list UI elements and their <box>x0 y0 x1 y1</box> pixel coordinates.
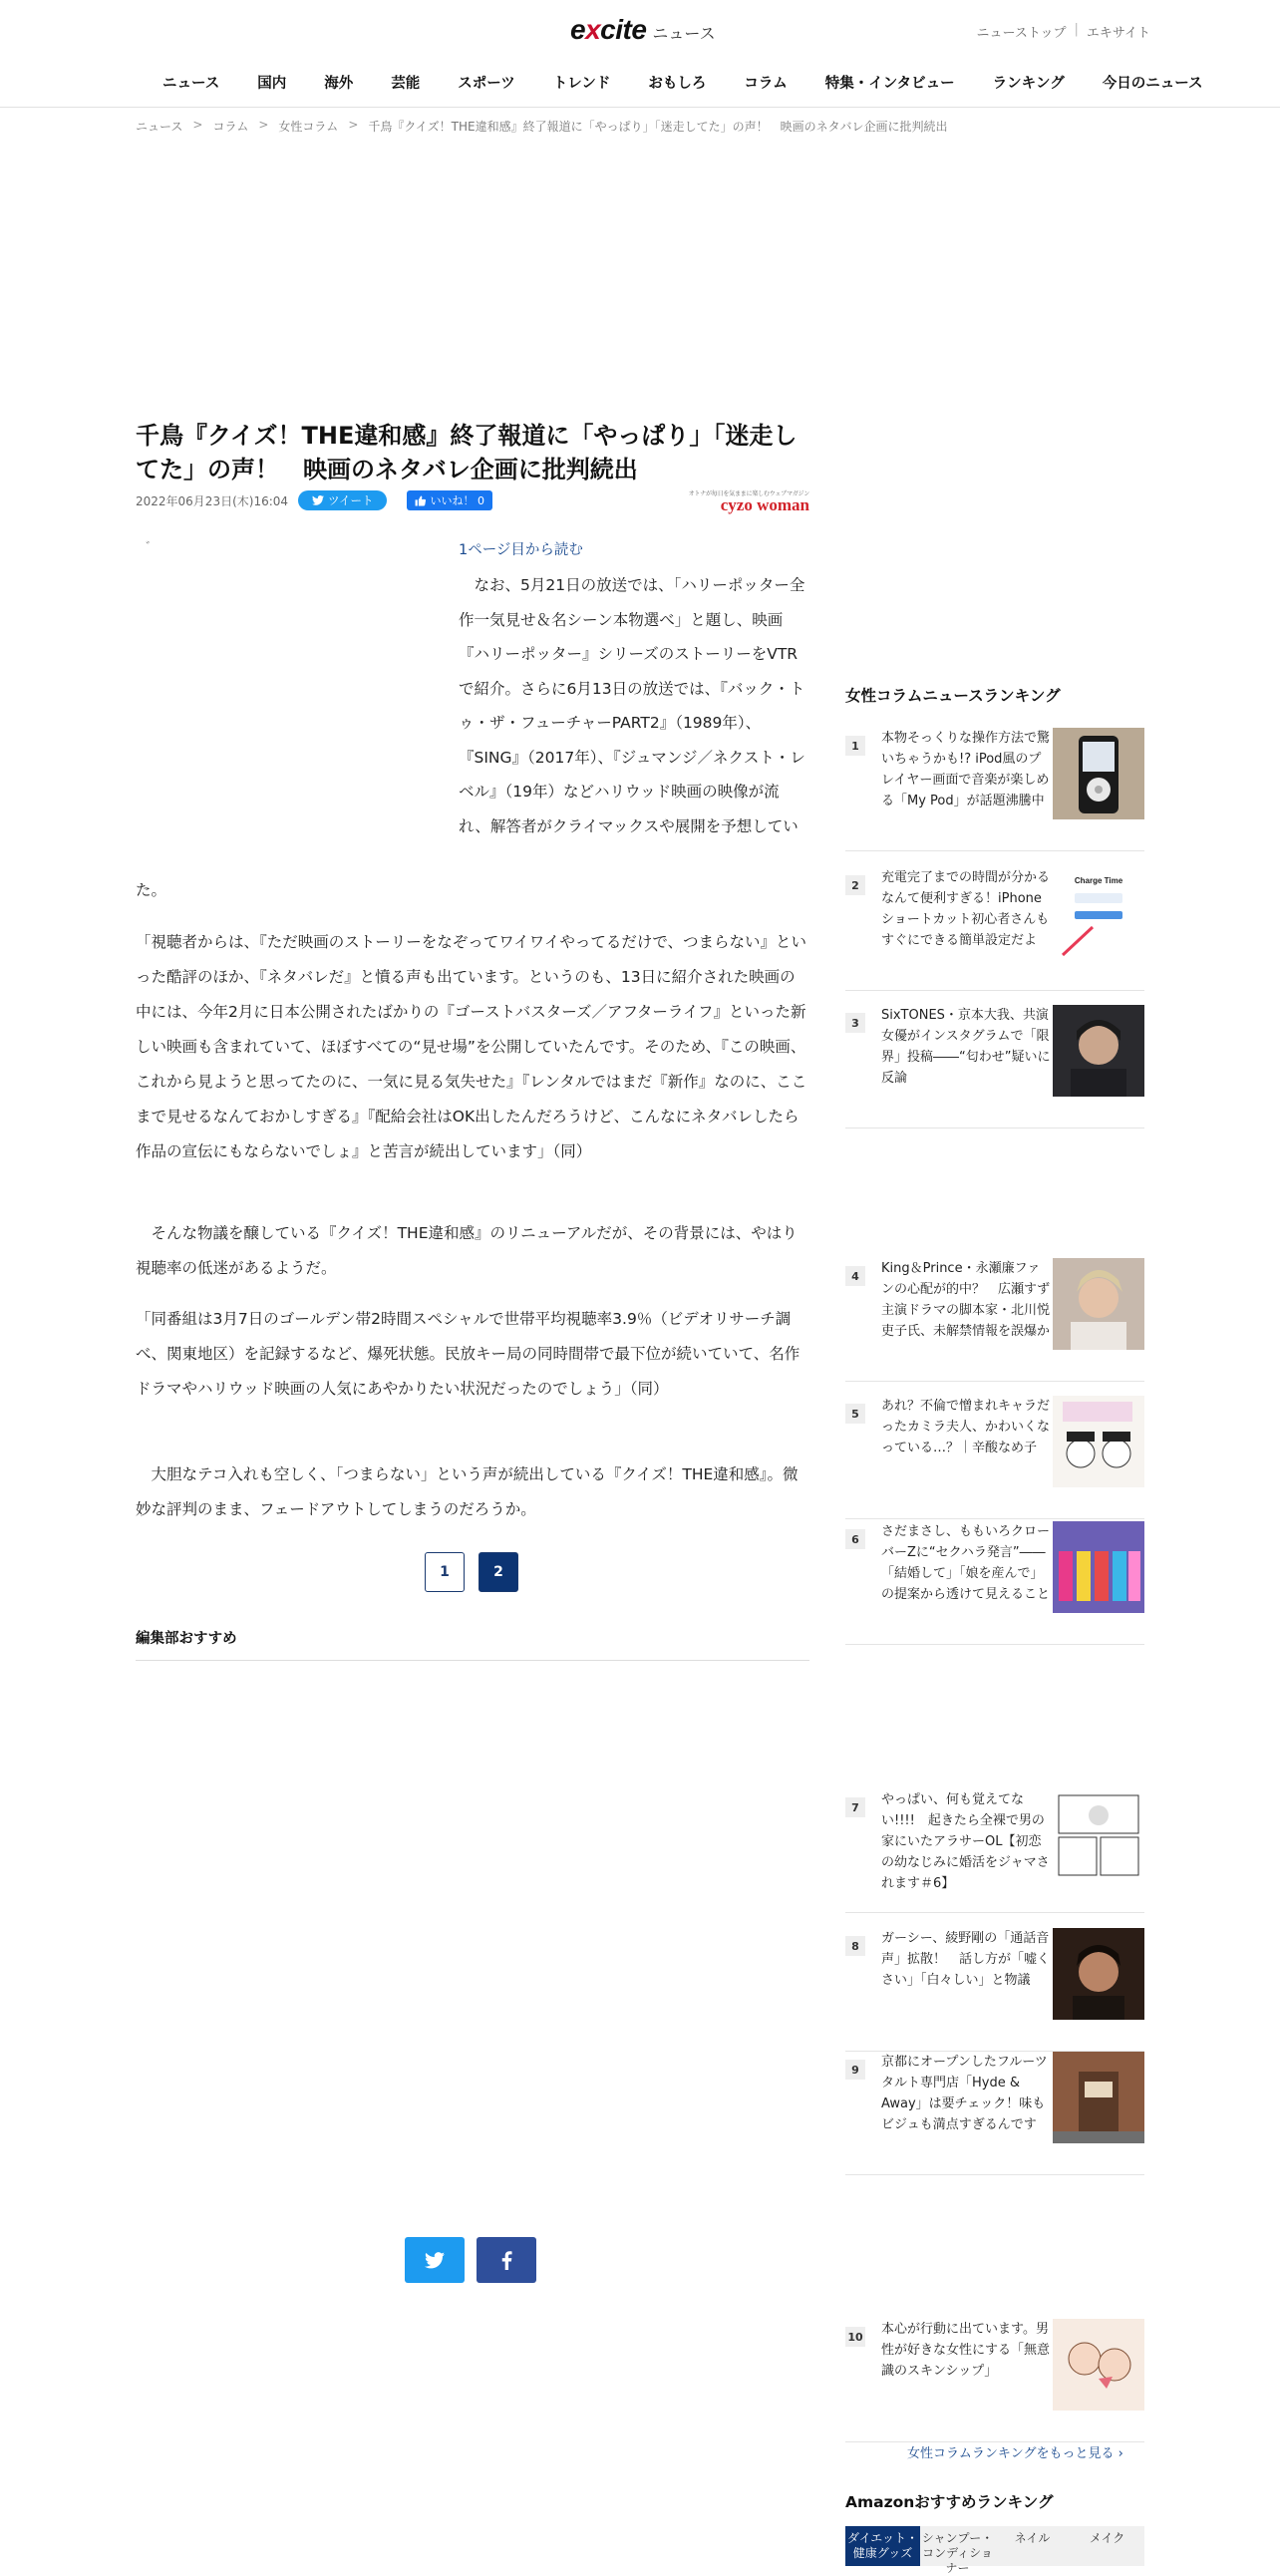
article-paragraph-5: 大胆なテコ入れも空しく、「つまらない」という声が続出している『クイズ！THE違和感』。微妙な評判のまま、フェードアウトしてしまうのだろうか。 <box>136 1465 799 1518</box>
nav-item-sports[interactable]: スポーツ <box>458 76 515 92</box>
nav-item-funny[interactable]: おもしろ <box>648 76 707 92</box>
nav-item-world[interactable]: 海外 <box>324 76 354 92</box>
breadcrumb <box>136 118 947 135</box>
article-paragraph-1: なお、5月21日の放送では、「ハリーポッター全作一気見せ＆名シーン本物選べ」と題し、映画『ハリーポッター』シリーズのストーリーをVTRで紹介。さらに6月13日の放送では、『バック・トゥ・ザ・フューチャーPART2』（1989年）、『SING』（2017年）、『ジュマンジ／ネクスト・レベル』（19年）などハリウッド映画の映像が流れ、解答者がクライマックスや展開を予想してい <box>459 576 805 835</box>
ranking-headline: 本心が行動に出ています。男性が好きな女性にする「無意識のスキンシップ」 <box>881 2322 1051 2379</box>
rank-number: 10 <box>845 2327 865 2347</box>
article-image-placeholder <box>136 538 435 807</box>
brand-name: cyzo woman <box>720 495 809 514</box>
ranking-headline: 京都にオープンしたフルーツタルト専門店「Hyde & Away」は要チェック！味もビジュも満点すぎるんです <box>881 2055 1048 2132</box>
global-nav <box>144 72 1221 93</box>
header-link-separator: | <box>1074 22 1079 37</box>
tab-diet[interactable]: ダイエット・健康グッズ <box>845 2526 920 2566</box>
site-logo[interactable] <box>570 14 716 46</box>
sixtones-thumbnail <box>1053 1005 1144 1097</box>
rank-number: 8 <box>845 1936 865 1956</box>
ranking-title: 女性コラムニュースランキング <box>845 687 1061 705</box>
ranking-headline: 本物そっくりな操作方法で驚いちゃうかも!? iPod風のプレイヤー画面で音楽が楽しめる「My Pod」が話題沸騰中 <box>881 731 1051 808</box>
nav-item-news[interactable]: ニュース <box>162 76 220 92</box>
article-date: 2022年06月23日(木)16:04 <box>136 493 289 508</box>
news-top-link[interactable]: ニューストップ <box>976 26 1067 41</box>
tweet-label: ツイート <box>328 493 374 507</box>
nav-item-domestic[interactable]: 国内 <box>257 76 287 92</box>
ranking-headline: あれ？不倫で憎まれキャラだったカミラ夫人、かわいくなっている…？｜辛酸なめ子 <box>881 1399 1051 1455</box>
breadcrumb-current: 千鳥『クイズ！THE違和感』終了報道に「やっぱり」「迷走してた」の声！ 映画のネタバレ企画に批判続出 <box>368 120 948 134</box>
nav-item-column[interactable]: コラム <box>744 76 788 92</box>
article-paragraph-2: 「視聴者からは、『ただ映画のストーリーをなぞってワイワイやってるだけで、つまらない』といった酷評のほか、『ネタバレだ』と憤る声も出ています。というのも、13日に紹介された映画の中には、今年2月に日本公開されたばかりの『ゴーストバスターズ／アフターライフ』といった新しい映画も含まれていて、ほぼすべての“見せ場”を公開していたんです。そのため、『この映画、これから見ようと思ってたのに、一気に見る気失せた』『レンタルではまだ『新作』なのに、ここまで見せるなんておかしすぎる』『配給会社はOK出したんだろうけど、こんなにネタバレしたら作品の宣伝にもならないでしょ』と苦言が続出しています」（同） <box>136 933 807 1160</box>
like-label: いいね！ 0 <box>430 494 484 507</box>
editor-pick-heading: 編集部おすすめ <box>136 1627 809 1661</box>
share-buttons <box>405 2237 536 2283</box>
page-1-button[interactable]: 1 <box>425 1552 465 1592</box>
more-ranking-link[interactable]: 女性コラムランキングをもっと見る › <box>907 2446 1123 2461</box>
tab-shampoo[interactable]: シャンプー・コンディショナー <box>921 2531 994 2575</box>
rank-number: 6 <box>845 1529 865 1549</box>
pagination <box>425 1552 518 1592</box>
charge-time-thumbnail <box>1053 867 1144 959</box>
ranking-item[interactable] <box>845 1005 1144 1128</box>
header-links <box>977 22 1150 41</box>
tab-nail[interactable]: ネイル <box>1014 2531 1051 2545</box>
ranking-item[interactable] <box>845 867 1144 991</box>
cyzo-woman-logo[interactable] <box>689 488 809 513</box>
tart-shop-thumbnail <box>1053 2052 1144 2143</box>
brand-tagline: オトナが毎日を気ままに楽しむウェブマガジン <box>688 490 809 497</box>
read-from-page1-link[interactable]: 1ページ目から読む <box>459 542 583 558</box>
breadcrumb-women-column[interactable]: 女性コラム <box>278 120 339 134</box>
tab-makeup[interactable]: メイク <box>1089 2531 1125 2545</box>
ranking-item[interactable] <box>845 1396 1144 1519</box>
breadcrumb-column[interactable]: コラム <box>212 120 249 134</box>
amazon-tabs <box>845 2526 1144 2575</box>
ranking-item[interactable] <box>845 1521 1144 1645</box>
amazon-ranking-title: Amazonおすすめランキング <box>845 2493 1054 2511</box>
illustration-thumbnail <box>1053 1396 1144 1487</box>
breadcrumb-separator: > <box>348 118 359 132</box>
facebook-like-button[interactable] <box>407 490 492 510</box>
ranking-headline: ガーシー、綾野剛の「通話音声」拡散！ 話し方が「嘘くさい」「白々しい」と物議 <box>881 1931 1051 1988</box>
rank-number: 7 <box>845 1797 865 1817</box>
ranking-item[interactable] <box>845 2052 1144 2175</box>
ranking-headline: King＆Prince・永瀬廉ファンの心配が的中？ 広瀬すず主演ドラマの脚本家・北川悦吏子氏、未解禁情報を誤爆か <box>881 1261 1051 1339</box>
ranking-headline: 充電完了までの時間が分かるなんて便利すぎる！iPhoneショートカット初心者さんもすぐにできる簡単設定だよ <box>881 870 1051 948</box>
twitter-bird-icon <box>425 2252 445 2269</box>
ranking-item[interactable] <box>845 1258 1144 1382</box>
king-prince-thumbnail <box>1053 1258 1144 1350</box>
share-twitter-button[interactable] <box>405 2237 465 2283</box>
rank-number: 9 <box>845 2060 865 2080</box>
svg-text:Charge Time: Charge Time <box>1074 876 1123 885</box>
nav-item-feature[interactable]: 特集・インタビュー <box>824 76 955 92</box>
logo-news-label: ニュース <box>652 24 716 43</box>
ranking-item[interactable] <box>845 1789 1144 1913</box>
rank-number: 2 <box>845 875 865 895</box>
breadcrumb-separator: > <box>192 118 203 132</box>
page-2-button[interactable]: 2 <box>479 1552 518 1592</box>
article-paragraph-3: そんな物議を醸している『クイズ！THE違和感』のリニューアルだが、その背景には、やはり視聴率の低迷があるようだ。 <box>136 1224 798 1277</box>
ipod-phone-thumbnail <box>1053 728 1144 819</box>
facebook-f-icon <box>501 2251 512 2270</box>
excite-logo-mark: excite <box>570 14 647 45</box>
manga-thumbnail <box>1053 1789 1144 1881</box>
nav-item-today[interactable]: 今日のニュース <box>1102 76 1203 92</box>
breadcrumb-news[interactable]: ニュース <box>136 120 183 134</box>
ranking-headline: さだまさし、ももいろクローバーZに“セクハラ発言”――「結婚して」「娘を産んで」の提案から透けて見えること <box>881 1524 1051 1602</box>
ayano-thumbnail <box>1053 1928 1144 2020</box>
tweet-button[interactable] <box>298 490 387 510</box>
twitter-bird-icon <box>312 495 324 505</box>
ranking-headline: SixTONES・京本大我、共演女優がインスタグラムで「限界」投稿――“匂わせ”疑いに反論 <box>881 1008 1051 1086</box>
ranking-item[interactable] <box>845 728 1144 851</box>
article-title: 千鳥『クイズ！THE違和感』終了報道に「やっぱり」「迷走してた」の声！ 映画のネタバレ企画に批判続出 <box>136 422 798 483</box>
breadcrumb-separator: > <box>258 118 269 132</box>
rank-number: 3 <box>845 1013 865 1033</box>
excite-top-link[interactable]: エキサイト <box>1086 26 1150 41</box>
ranking-item[interactable] <box>845 2319 1144 2442</box>
couple-illustration-thumbnail <box>1053 2319 1144 2411</box>
image-mark: ゛ <box>146 540 159 554</box>
momoclo-thumbnail <box>1053 1521 1144 1613</box>
rank-number: 1 <box>845 736 865 756</box>
article-paragraph-1-tail: た。 <box>136 881 167 899</box>
nav-item-ranking[interactable]: ランキング <box>992 76 1065 92</box>
article-meta <box>136 488 809 512</box>
rank-number: 5 <box>845 1404 865 1424</box>
nav-item-trend[interactable]: トレンド <box>552 76 611 92</box>
rank-number: 4 <box>845 1266 865 1286</box>
share-facebook-button[interactable] <box>477 2237 536 2283</box>
thumbs-up-icon <box>415 495 426 506</box>
site-header <box>0 0 1280 108</box>
ranking-headline: やっぱい、何も覚えてない!!!! 起きたら全裸で男の家にいたアラサーOL【初恋の幼なじみに婚活をジャマされます＃6】 <box>881 1792 1050 1891</box>
nav-item-entertainment[interactable]: 芸能 <box>391 76 421 92</box>
article-paragraph-4: 「同番組は3月7日のゴールデン帯2時間スペシャルで世帯平均視聴率3.9％（ビデオリサーチ調べ、関東地区）を記録するなど、爆死状態。民放キー局の同時間帯で最下位が続いていて、名作ドラマやハリウッド映画の人気にあやかりたい状況だったのでしょう」（同） <box>136 1310 800 1398</box>
ranking-item[interactable] <box>845 1928 1144 2052</box>
